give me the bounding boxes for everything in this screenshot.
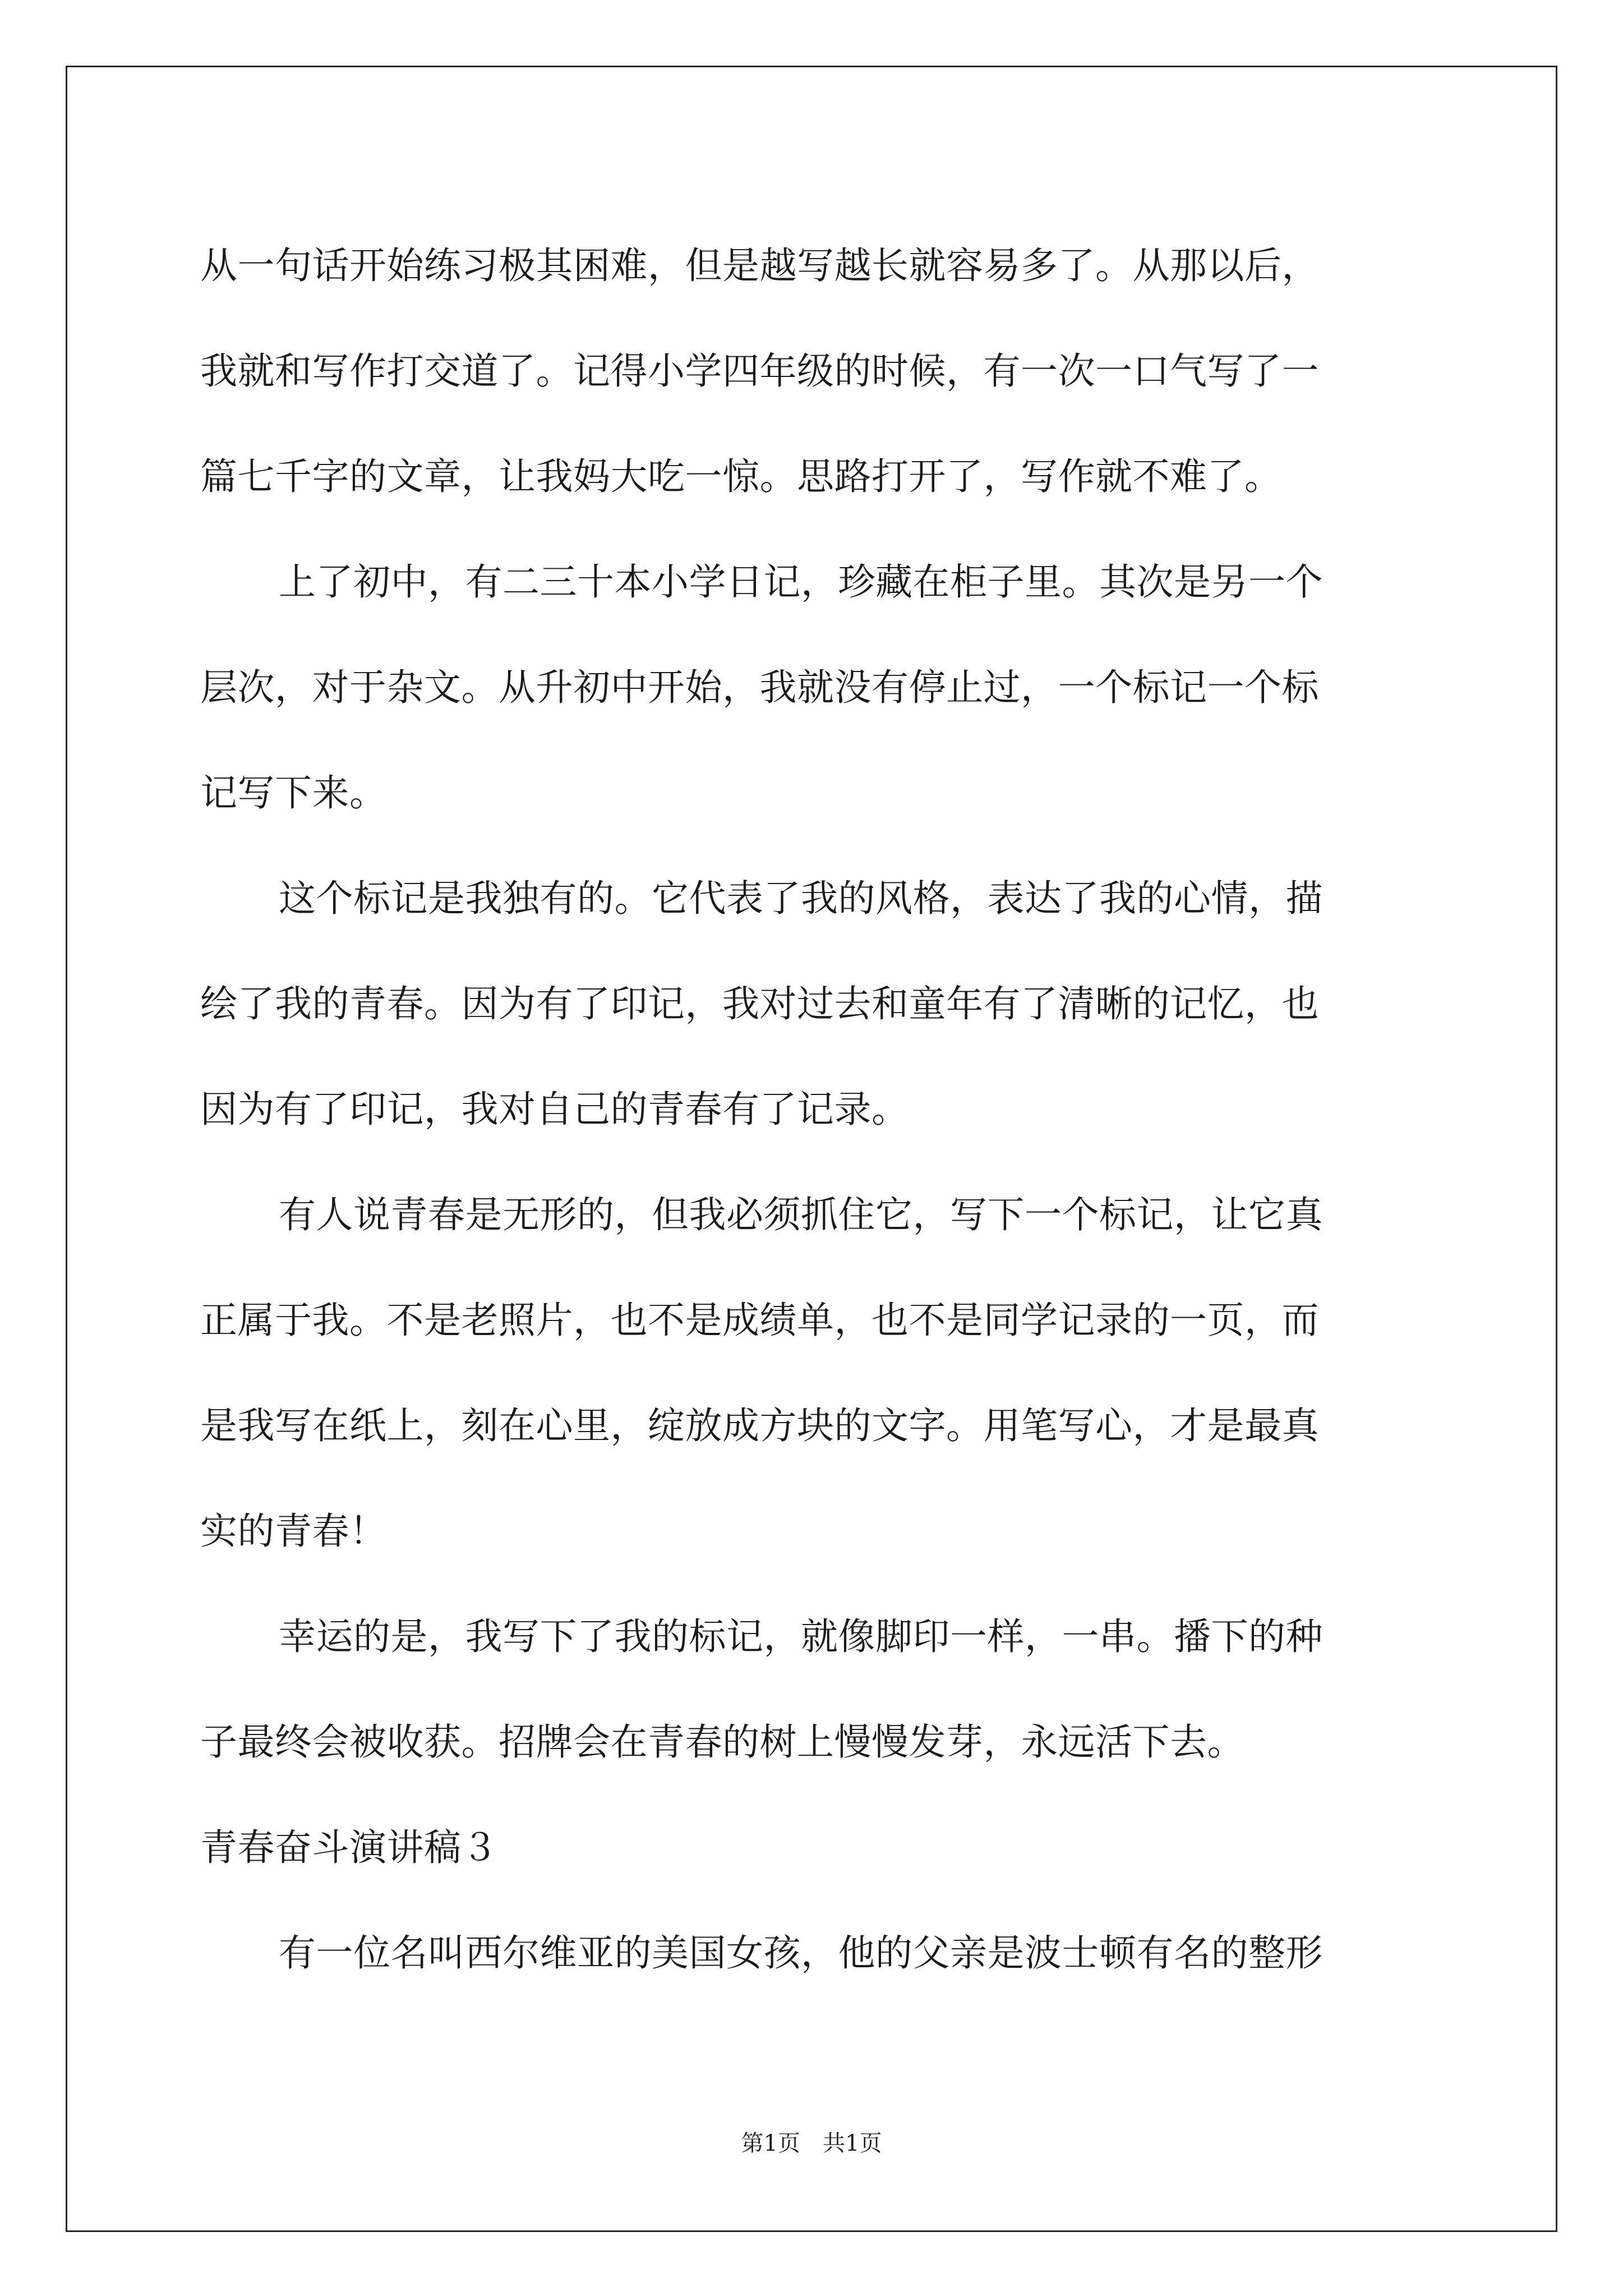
- paragraph-start-line: 有人说青春是无形的，但我必须抓住它，写下一个标记，让它真: [279, 1193, 1323, 1236]
- text-line: 因为有了印记，我对自己的青春有了记录。: [200, 1088, 909, 1131]
- text-line: 层次，对于杂文。从升初中开始，我就没有停止过，一个标记一个标: [200, 666, 1319, 709]
- page-number-total: 共1页: [823, 2131, 882, 2156]
- text-line: 记写下来。: [200, 771, 387, 815]
- text-line: 从一句话开始练习极其困难，但是越写越长就容易多了。从那以后，: [200, 244, 1319, 287]
- page-number-current: 第1页: [741, 2131, 800, 2156]
- paragraph-start-line: 上了初中，有二三十本小学日记，珍藏在柜子里。其次是另一个: [279, 560, 1323, 604]
- text-line: 子最终会被收获。招牌会在青春的树上慢慢发芽，永远活下去。: [200, 1720, 1244, 1764]
- paragraph-start-line: 有一位名叫西尔维亚的美国女孩，他的父亲是波士顿有名的整形: [279, 1931, 1323, 1975]
- text-line: 我就和写作打交道了。记得小学四年级的时候，有一次一口气写了一: [200, 349, 1319, 393]
- text-line: 篇七千字的文章，让我妈大吃一惊。思路打开了，写作就不难了。: [200, 455, 1282, 498]
- text-line: 是我写在纸上，刻在心里，绽放成方块的文字。用笔写心，才是最真: [200, 1404, 1319, 1447]
- paragraph-start-line: 这个标记是我独有的。它代表了我的风格，表达了我的心情，描: [279, 877, 1323, 920]
- section-heading: 青春奋斗演讲稿３: [200, 1826, 499, 1869]
- paragraph-start-line: 幸运的是，我写下了我的标记，就像脚印一样，一串。播下的种: [279, 1615, 1323, 1658]
- text-line: 实的青春！: [200, 1510, 387, 1553]
- text-line: 正属于我。不是老照片，也不是成绩单，也不是同学记录的一页，而: [200, 1299, 1319, 1342]
- text-line: 绘了我的青春。因为有了印记，我对过去和童年有了清晰的记忆，也: [200, 982, 1319, 1025]
- page-footer: [0, 2127, 1623, 2160]
- document-body: [200, 213, 1428, 2006]
